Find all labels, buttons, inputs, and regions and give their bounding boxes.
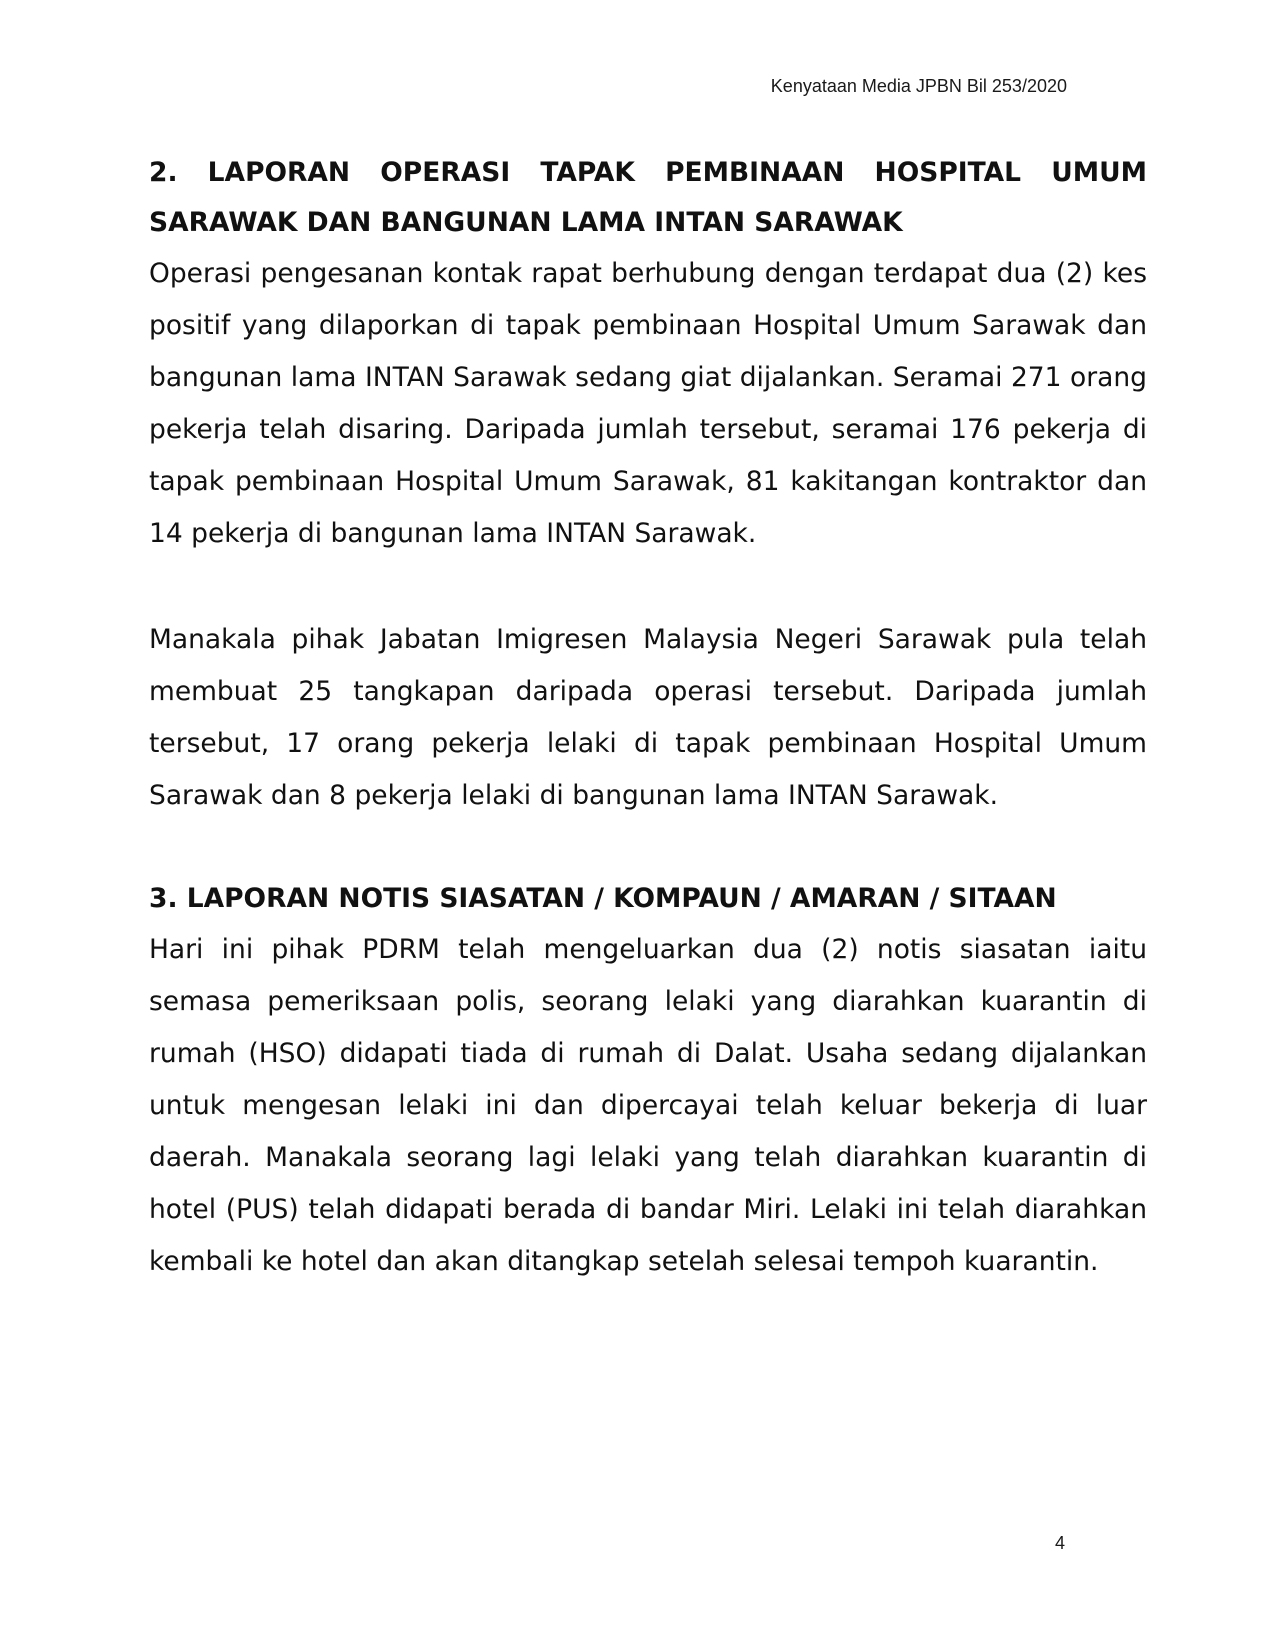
document-reference: Kenyataan Media JPBN Bil 253/2020 [770,76,1067,96]
paragraph-spacer [149,560,1147,614]
section-spacer [149,822,1147,874]
document-body [149,148,1147,1288]
section-2-paragraph-1: Operasi pengesanan kontak rapat berhubung dengan terdapat dua (2) kes positif yang dilaporkan di tapak pembinaan Hospital Umum Sarawak dan bangunan lama INTAN Sarawak sedang giat dijalankan. Seramai 271 orang pekerja telah disaring. Daripada jumlah tersebut, seramai 176 pekerja di tapak pembinaan Hospital Umum Sarawak, 81 kakitangan kontraktor dan 14 pekerja di bangunan lama INTAN Sarawak. [149,258,1147,549]
section-2-heading: 2. LAPORAN OPERASI TAPAK PEMBINAAN HOSPITAL UMUM SARAWAK DAN BANGUNAN LAMA INTAN SARAWAK [149,157,1147,238]
section-3-paragraph-1: Hari ini pihak PDRM telah mengeluarkan dua (2) notis siasatan iaitu semasa pemeriksaan polis, seorang lelaki yang diarahkan kuarantin di rumah (HSO) didapati tiada di rumah di Dalat. Usaha sedang dijalankan untuk mengesan lelaki ini dan dipercayai telah keluar bekerja di luar daerah. Manakala seorang lagi lelaki yang telah diarahkan kuarantin di hotel (PUS) telah didapati berada di bandar Miri. Lelaki ini telah diarahkan kembali ke hotel dan akan ditangkap setelah selesai tempoh kuarantin. [149,934,1147,1277]
section-3-heading: 3. LAPORAN NOTIS SIASATAN / KOMPAUN / AMARAN / SITAAN [149,883,1057,914]
section-2-paragraph-2: Manakala pihak Jabatan Imigresen Malaysia Negeri Sarawak pula telah membuat 25 tangkapan daripada operasi tersebut. Daripada jumlah tersebut, 17 orang pekerja lelaki di tapak pembinaan Hospital Umum Sarawak dan 8 pekerja lelaki di bangunan lama INTAN Sarawak. [149,624,1147,811]
page-number: 4 [1054,1533,1065,1553]
